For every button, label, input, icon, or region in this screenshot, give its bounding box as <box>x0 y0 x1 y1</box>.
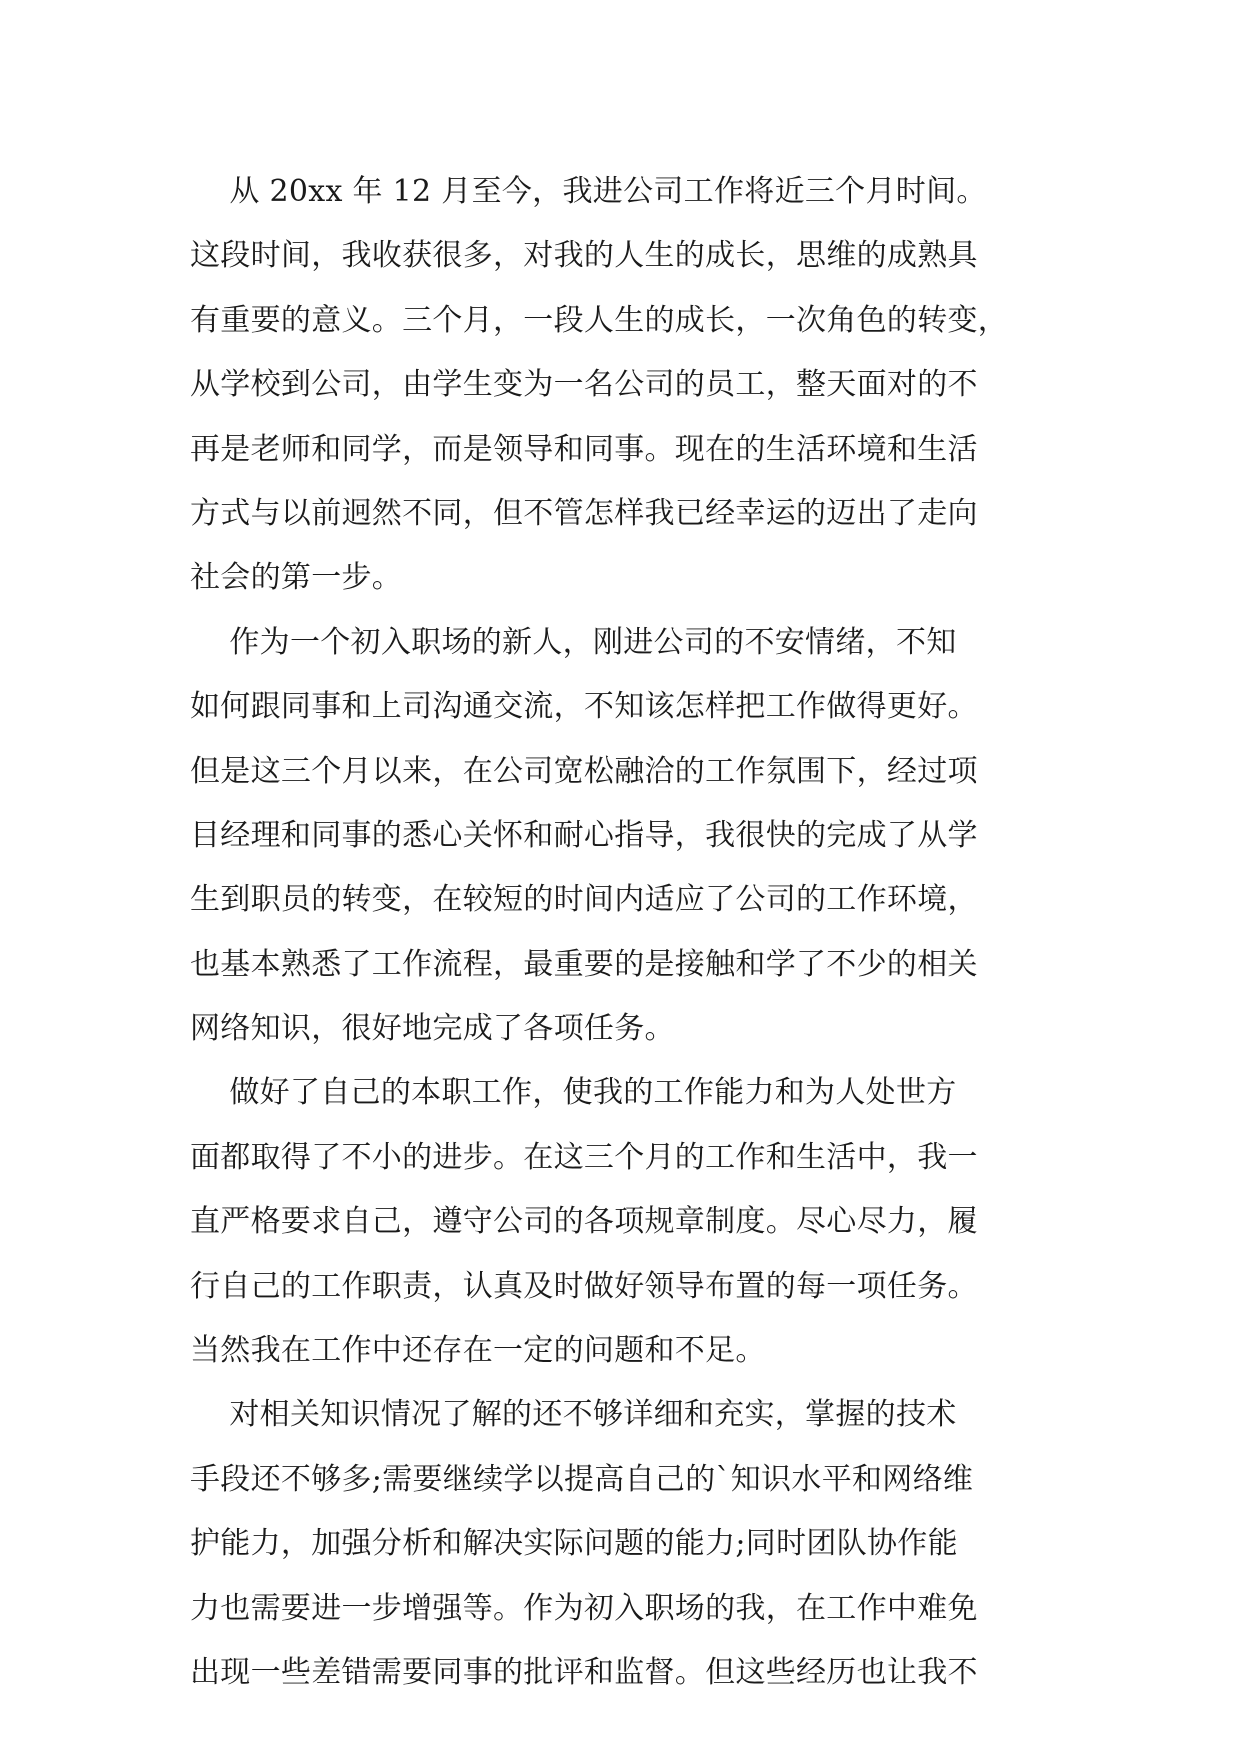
document-body <box>190 160 1070 1705</box>
text-line: 出现一些差错需要同事的批评和监督。但这些经历也让我不 <box>190 1654 978 1690</box>
text-line: 但是这三个月以来，在公司宽松融洽的工作氛围下，经过项 <box>190 753 978 789</box>
text-line: 也基本熟悉了工作流程，最重要的是接触和学了不少的相关 <box>190 946 978 982</box>
text-line: 护能力，加强分析和解决实际问题的能力;同时团队协作能 <box>190 1526 958 1562</box>
text-line: 作为一个初入职场的新人，刚进公司的不安情绪，不知 <box>190 624 957 660</box>
text-line: 目经理和同事的悉心关怀和耐心指导，我很快的完成了从学 <box>190 817 978 853</box>
text-line: 当然我在工作中还存在一定的问题和不足。 <box>190 1333 766 1369</box>
text-line: 如何跟同事和上司沟通交流，不知该怎样把工作做得更好。 <box>190 689 978 725</box>
text-line: 这段时间，我收获很多，对我的人生的成长，思维的成熟具 <box>190 238 978 274</box>
text-line: 方式与以前迥然不同，但不管怎样我已经幸运的迈出了走向 <box>190 495 978 531</box>
text-line: 对相关知识情况了解的还不够详细和充实，掌握的技术 <box>190 1397 957 1433</box>
paragraph-2 <box>190 611 1070 1062</box>
text-line: 从学校到公司，由学生变为一名公司的员工，整天面对的不 <box>190 367 978 403</box>
text-line: 面都取得了不小的进步。在这三个月的工作和生活中，我一 <box>190 1139 978 1175</box>
text-line: 直严格要求自己，遵守公司的各项规章制度。尽心尽力，履 <box>190 1204 978 1240</box>
text-line: 生到职员的转变，在较短的时间内适应了公司的工作环境， <box>190 882 978 918</box>
paragraph-1 <box>190 160 1070 611</box>
text-line: 再是老师和同学，而是领导和同事。现在的生活环境和生活 <box>190 431 978 467</box>
paragraph-4 <box>190 1383 1070 1705</box>
text-line: 有重要的意义。三个月，一段人生的成长，一次角色的转变， <box>190 302 1009 338</box>
paragraph-3 <box>190 1061 1070 1383</box>
text-line: 社会的第一步。 <box>190 560 403 596</box>
text-line: 行自己的工作职责，认真及时做好领导布置的每一项任务。 <box>190 1268 978 1304</box>
text-line: 手段还不够多;需要继续学以提高自己的`知识水平和网络维 <box>190 1461 974 1497</box>
text-line: 力也需要进一步增强等。作为初入职场的我，在工作中难免 <box>190 1590 978 1626</box>
text-line: 网络知识，很好地完成了各项任务。 <box>190 1011 675 1047</box>
text-line: 做好了自己的本职工作，使我的工作能力和为人处世方 <box>190 1075 957 1111</box>
text-line: 从 20xx 年 12 月至今，我进公司工作将近三个月时间。 <box>190 174 987 209</box>
